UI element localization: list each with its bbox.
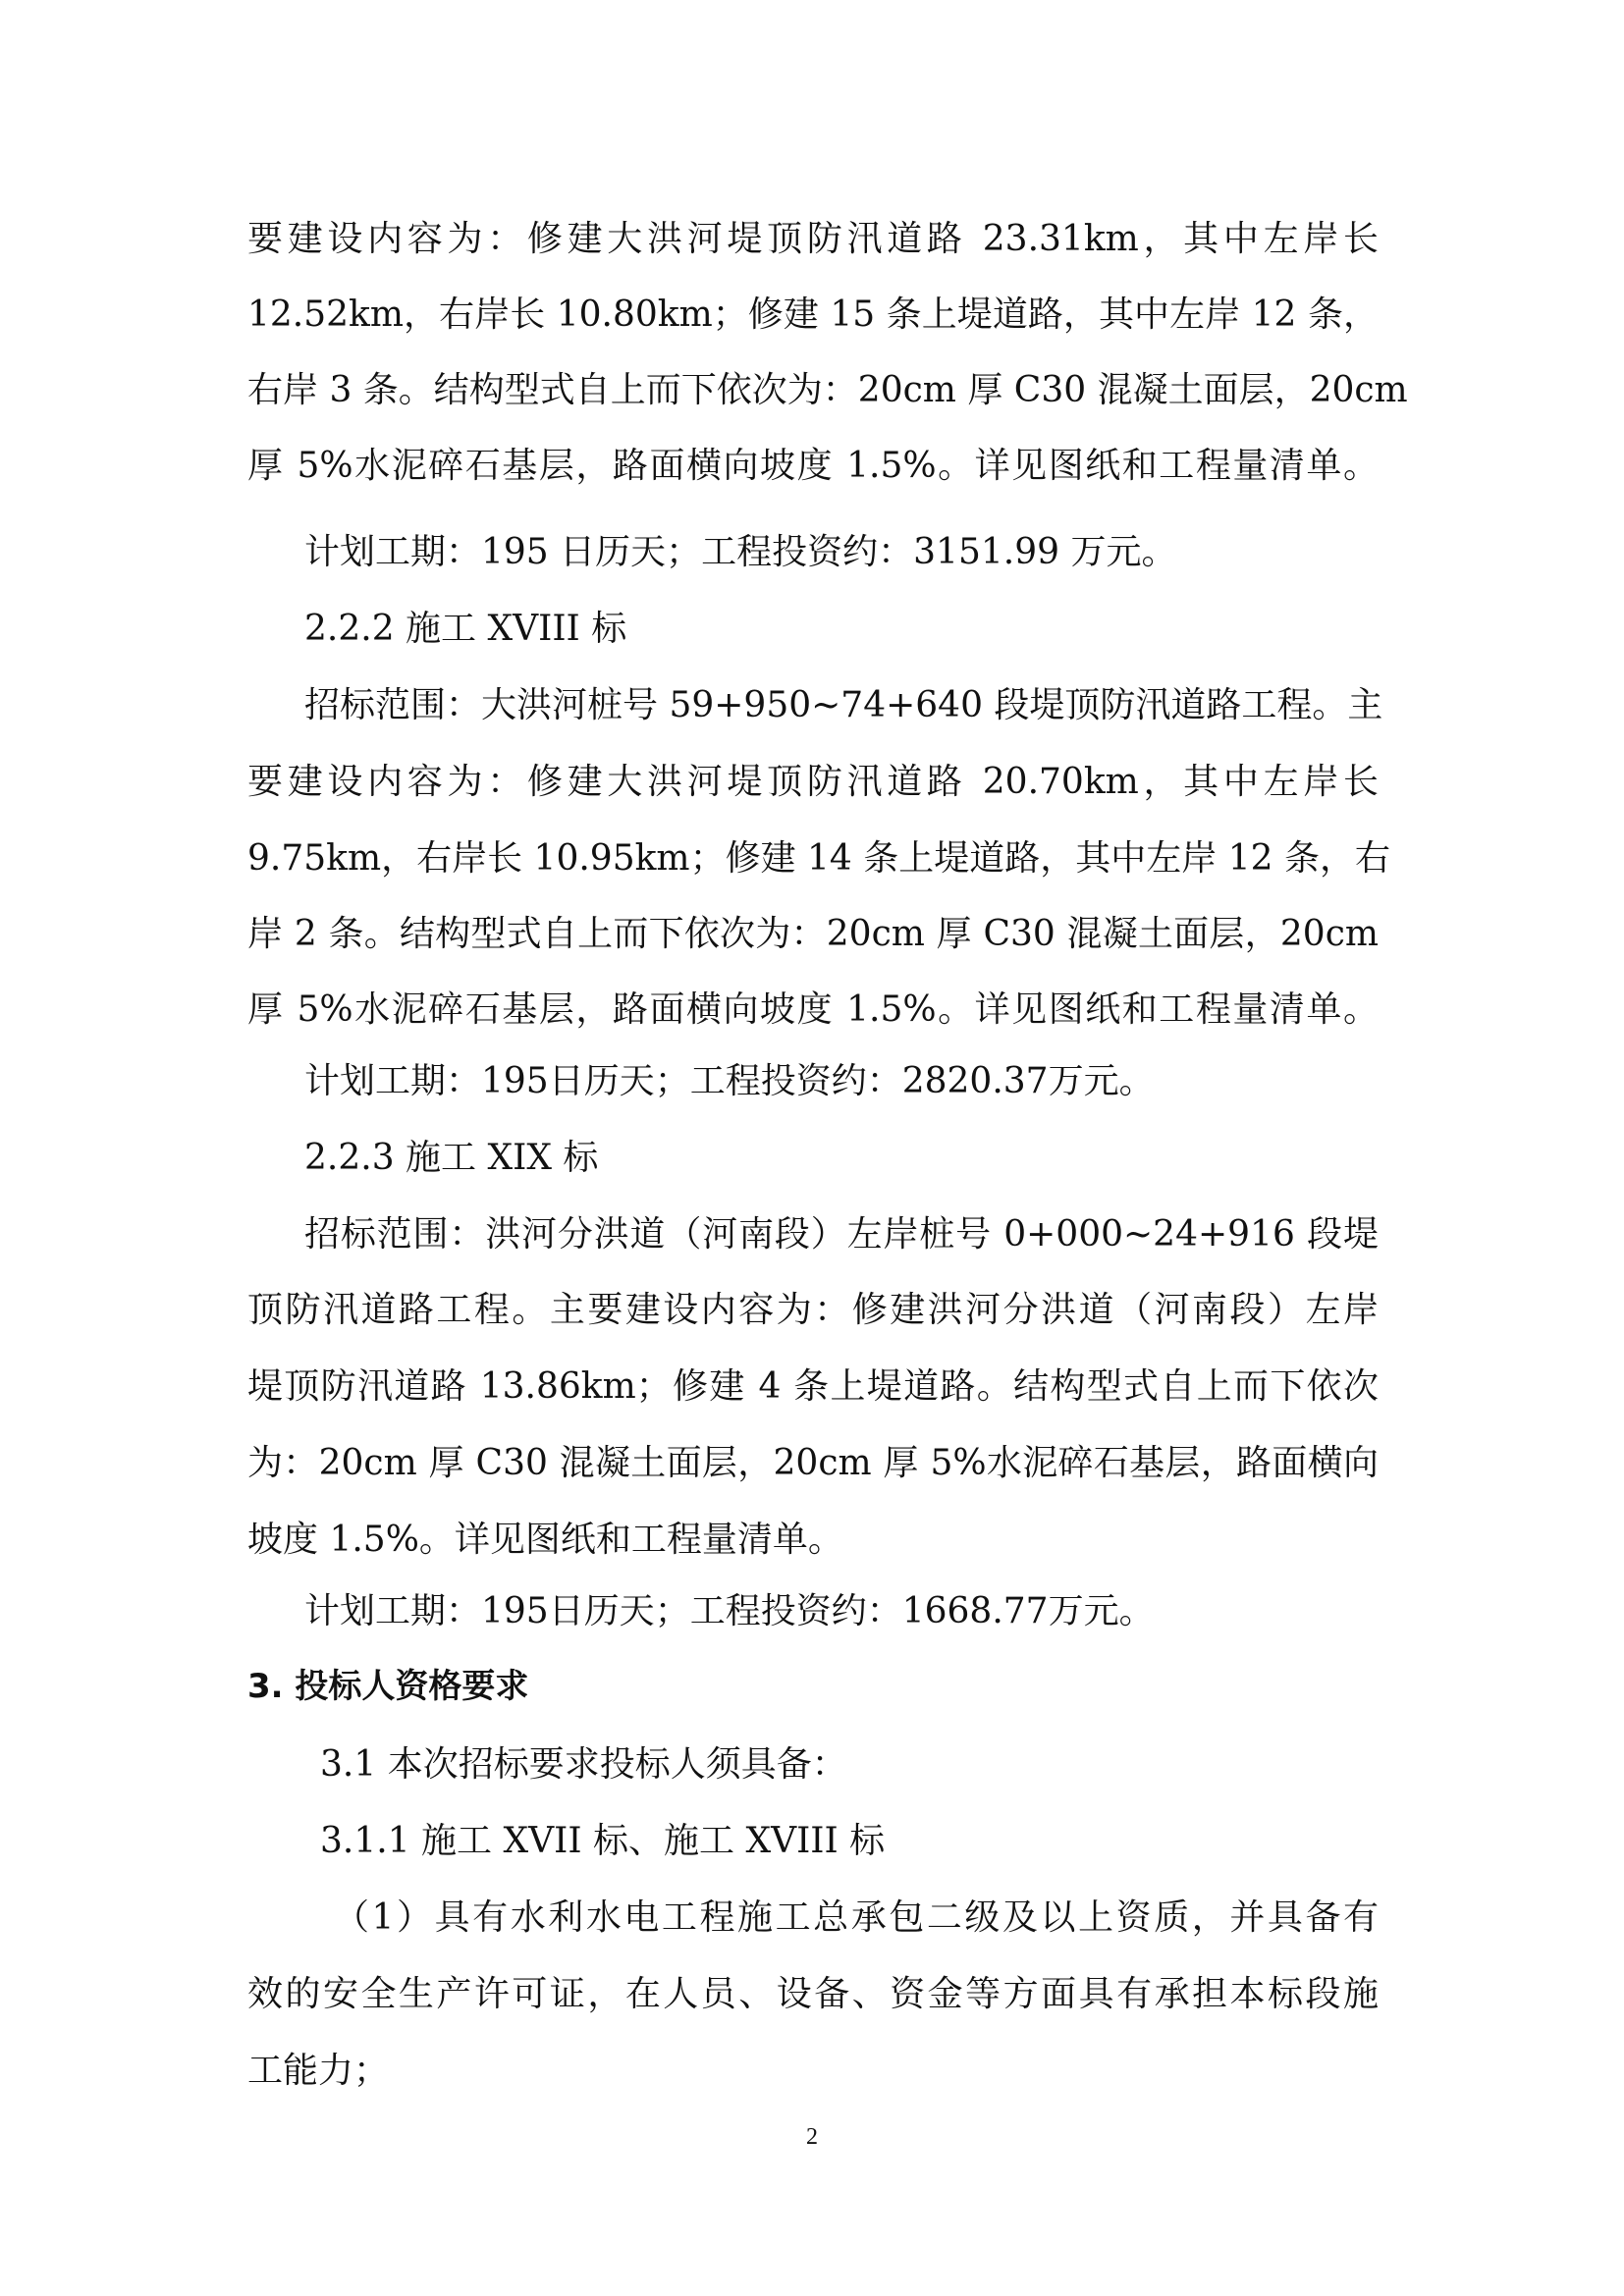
- text-line-14: 招标范围：洪河分洪道（河南段）左岸桩号 0+000~24+916 段堤: [304, 1214, 1379, 1255]
- page-number: 2: [806, 2124, 818, 2150]
- text-line-10: 岸 2 条。结构型式自上而下依次为：20cm 厚 C30 混凝土面层，20cm: [247, 914, 1379, 954]
- text-line-3: 右岸 3 条。结构型式自上而下依次为：20cm 厚 C30 混凝土面层，20cm: [247, 370, 1408, 410]
- section-heading-2-2-2: 2.2.2 施工 XVIII 标: [304, 609, 627, 649]
- schedule-line-xvii: 计划工期：195 日历天；工程投资约：3151.99 万元。: [304, 532, 1177, 572]
- text-line-23: （1）具有水利水电工程施工总承包二级及以上资质，并具备有: [334, 1897, 1379, 1938]
- text-line-8: 要建设内容为：修建大洪河堤顶防汛道路 20.70km，其中左岸长: [247, 762, 1379, 802]
- text-line-2: 12.52km，右岸长 10.80km；修建 15 条上堤道路，其中左岸 12 条，: [247, 294, 1379, 335]
- schedule-line-xviii: 计划工期：195日历天；工程投资约：2820.37万元。: [304, 1061, 1155, 1101]
- text-line-9: 9.75km，右岸长 10.95km；修建 14 条上堤道路，其中左岸 12 条，右: [247, 838, 1390, 879]
- text-line-18: 坡度 1.5%。详见图纸和工程量清单。: [247, 1520, 843, 1560]
- text-line-11: 厚 5%水泥碎石基层，路面横向坡度 1.5%。详见图纸和工程量清单。: [247, 989, 1379, 1030]
- text-line-16: 堤顶防汛道路 13.86km；修建 4 条上堤道路。结构型式自上而下依次: [247, 1366, 1379, 1407]
- text-line-15: 顶防汛道路工程。主要建设内容为：修建洪河分洪道（河南段）左岸: [247, 1290, 1379, 1330]
- text-line-4: 厚 5%水泥碎石基层，路面横向坡度 1.5%。详见图纸和工程量清单。: [247, 446, 1379, 486]
- text-line-17: 为：20cm 厚 C30 混凝土面层，20cm 厚 5%水泥碎石基层，路面横向: [247, 1443, 1379, 1483]
- text-line-7: 招标范围：大洪河桩号 59+950~74+640 段堤顶防汛道路工程。主: [304, 685, 1383, 725]
- text-line-25: 工能力；: [247, 2051, 390, 2091]
- text-line-1: 要建设内容为：修建大洪河堤顶防汛道路 23.31km，其中左岸长: [247, 219, 1379, 259]
- text-line-24: 效的安全生产许可证，在人员、设备、资金等方面具有承担本标段施: [247, 1974, 1379, 2014]
- section-heading-2-2-3: 2.2.3 施工 XIX 标: [304, 1138, 599, 1178]
- subsection-3-1-1: 3.1.1 施工 XVII 标、施工 XVIII 标: [320, 1821, 886, 1861]
- schedule-line-xix: 计划工期：195日历天；工程投资约：1668.77万元。: [304, 1591, 1155, 1631]
- section-heading-3: 3. 投标人资格要求: [247, 1667, 529, 1706]
- subsection-3-1: 3.1 本次招标要求投标人须具备：: [320, 1744, 847, 1785]
